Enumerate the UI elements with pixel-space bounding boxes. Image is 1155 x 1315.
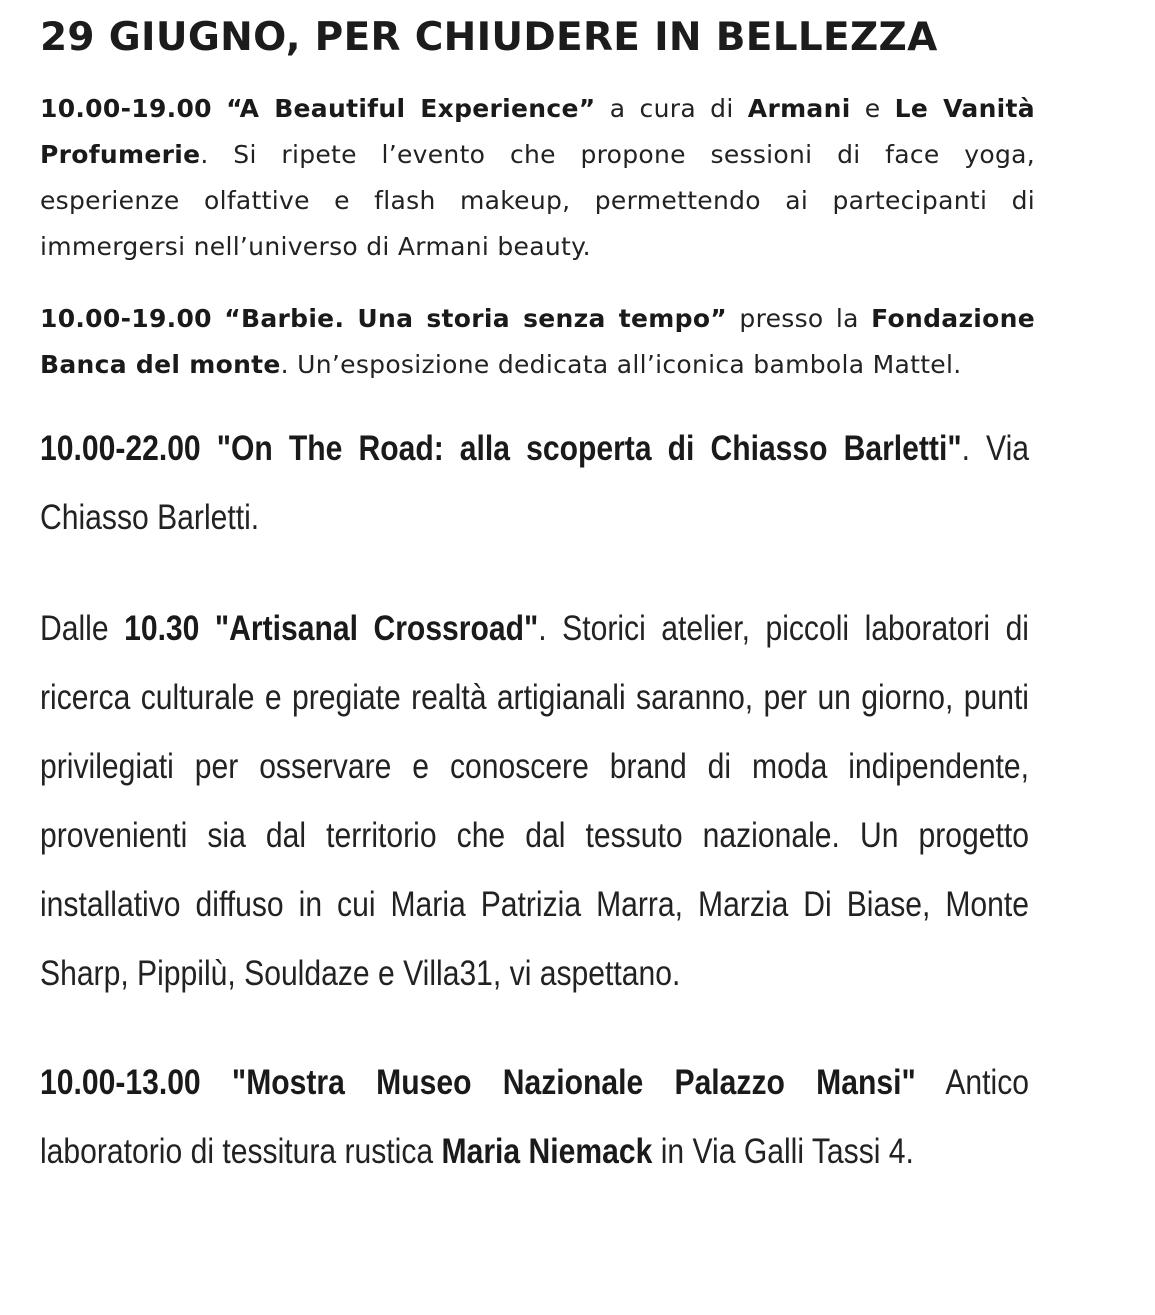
event-text: . Via Chiasso Barletti. — [40, 429, 1029, 537]
event-text: . Si ripete l’evento che propone sessioni di face yoga, esperienze olfattive e flash makeup, permettendo ai partecipanti di immergersi nell’universo di Armani beauty. — [40, 140, 1035, 261]
brand-name: Le Vanità Profumerie — [40, 94, 1035, 169]
event-time: 10.00-19.00 — [40, 304, 212, 333]
page-title: 29 GIUGNO, PER CHIUDERE IN BELLEZZA — [40, 15, 938, 60]
event-paragraph-palazzo-mansi — [40, 1048, 1029, 1186]
event-text: in Via Galli Tassi 4. — [652, 1132, 914, 1171]
event-name: “A Beautiful Experience” — [226, 94, 596, 123]
event-paragraph-artisanal-crossroad — [40, 594, 1029, 1008]
event-paragraph-beautiful-experience — [40, 86, 1035, 270]
event-paragraph-on-the-road — [40, 414, 1029, 552]
event-text: . Un’esposizione dedicata all’iconica bambola Mattel. — [280, 350, 962, 379]
event-text: Antico laboratorio di tessitura rustica — [40, 1063, 1029, 1171]
article — [40, 14, 1035, 1186]
event-lead: 10.30 "Artisanal Crossroad" — [124, 609, 539, 648]
event-text: . Storici atelier, piccoli laboratori di ricerca culturale e pregiate realtà artigianali saranno, per un giorno, punti privilegiati per osservare e conoscere brand di moda indipendente, provenienti sia dal territorio che dal tessuto nazionale. Un progetto installativo diffuso in cui Maria Patrizia Marra, Marzia Di Biase, Monte Sharp, Pippilù, Souldaze e Villa31, vi aspettano. — [40, 609, 1029, 993]
brand-name: Armani — [747, 94, 851, 123]
event-prefix: Dalle — [40, 609, 125, 648]
artisan-name: Maria Niemack — [441, 1132, 653, 1171]
event-text: e — [850, 94, 895, 123]
event-name: “Barbie. Una storia senza tempo” — [224, 304, 728, 333]
event-time: 10.00-19.00 — [40, 94, 212, 123]
event-lead: 10.00-22.00 "On The Road: alla scoperta di Chiasso Barletti" — [40, 429, 962, 468]
event-paragraph-barbie — [40, 296, 1035, 388]
venue-name: Fondazione Banca del monte — [40, 304, 1036, 379]
event-lead: 10.00-13.00 "Mostra Museo Nazionale Palazzo Mansi" — [40, 1063, 916, 1102]
event-text: presso la — [727, 304, 872, 333]
event-text: a cura di — [595, 94, 748, 123]
